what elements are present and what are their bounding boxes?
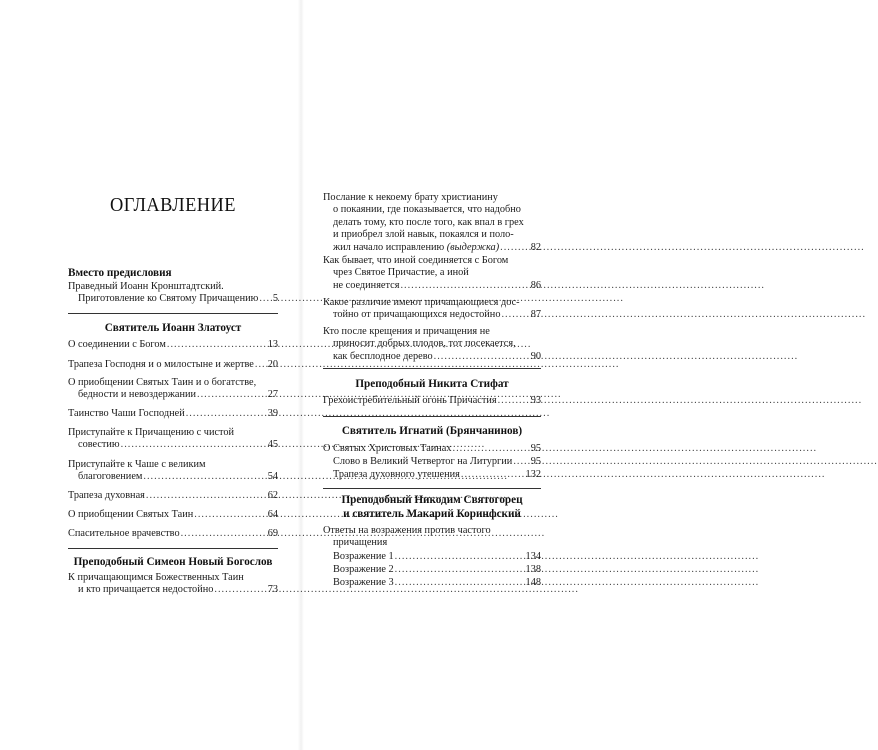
- entry-text: Ответы на возражения против частого: [323, 525, 491, 536]
- toc-entry[interactable]: [68, 572, 278, 597]
- entry-text: приносит добрых плодов, тот посекается,: [333, 338, 516, 350]
- page-number: 138: [525, 564, 541, 575]
- toc-entry-objection[interactable]: [323, 551, 541, 563]
- toc-entry[interactable]: [68, 339, 278, 351]
- page-number: 86: [530, 279, 541, 291]
- page-number: 134: [525, 551, 541, 562]
- toc-entry-objection[interactable]: [323, 577, 541, 589]
- entry-text: Трапеза Господня и о милостыне и жертве: [68, 359, 254, 370]
- book-gutter: [298, 0, 304, 750]
- leader-dots: [143, 471, 266, 483]
- page-number: 20: [267, 359, 278, 370]
- entry-text: причащения: [333, 537, 388, 549]
- leader-dots: [121, 439, 267, 451]
- entry-text: Слово в Великий Четвертог на Литургии: [333, 456, 513, 467]
- leader-dots: [194, 509, 266, 521]
- page-number: 62: [267, 490, 278, 501]
- entry-text: О приобщении Святых Таин и о богатстве,: [68, 377, 257, 388]
- section-divider: [323, 416, 541, 417]
- entry-text: и приобрел злой навык, покаялся и поло-: [333, 229, 514, 241]
- section-heading-preface: Вместо предисловия: [68, 267, 172, 279]
- entry-text: Кто после крещения и причащения не: [323, 326, 490, 337]
- entry-text: Приготовление ко Святому Причащению: [78, 293, 259, 305]
- page-number: 69: [267, 528, 278, 539]
- leader-dots: [513, 456, 529, 468]
- entry-text: благоговением: [78, 471, 143, 483]
- leader-dots: [214, 584, 266, 596]
- toc-entry[interactable]: [68, 408, 278, 420]
- toc-entry[interactable]: [68, 377, 278, 402]
- section-heading-symeon: Преподобный Симеон Новый Богослов: [73, 556, 273, 568]
- entry-text: Возражение 2: [333, 564, 394, 575]
- entry-text: совестию: [78, 439, 120, 451]
- section-divider: [68, 313, 278, 314]
- entry-text: как бесплодное дерево: [333, 350, 433, 362]
- page-number: 39: [267, 408, 278, 419]
- leader-dots: [400, 280, 529, 292]
- page-number: 132: [525, 469, 541, 480]
- toc-entry[interactable]: [323, 326, 541, 363]
- leader-dots: [181, 528, 267, 540]
- entry-text: Трапеза духовная: [68, 490, 145, 501]
- toc-entry[interactable]: [68, 359, 278, 371]
- page-number: 54: [267, 471, 278, 483]
- toc-entry[interactable]: [68, 528, 278, 540]
- leader-dots: [395, 577, 525, 589]
- entry-text: не соединяется: [333, 279, 400, 291]
- entry-text: Приступайте к Чаше с великим: [68, 459, 206, 470]
- entry-text: и кто причащается недостойно: [78, 584, 214, 596]
- section-divider: [68, 548, 278, 549]
- leader-dots: [461, 469, 525, 481]
- toc-entry[interactable]: [68, 490, 278, 502]
- leader-dots: [259, 293, 267, 305]
- section-heading-nicodemus-2: и святитель Макарий Коринфский: [343, 508, 521, 520]
- page-number: 13: [267, 339, 278, 350]
- page-number: 95: [530, 456, 541, 467]
- toc-entry-objection[interactable]: [323, 564, 541, 576]
- toc-title: ОГЛАВЛЕНИЕ: [109, 194, 237, 216]
- leader-dots: [146, 490, 267, 502]
- leader-dots: [500, 242, 530, 254]
- entry-text: о покаянии, где показывается, что надобно: [333, 204, 521, 216]
- page-number: 95: [530, 443, 541, 454]
- leader-dots: [255, 359, 267, 371]
- entry-text: Какое различие имеют причащающиеся дос-: [323, 297, 520, 308]
- entry-text: Приступайте к Причащению с чистой: [68, 427, 235, 438]
- toc-entry[interactable]: [323, 255, 541, 292]
- section-heading-nicodemus: Преподобный Никодим Святогорец: [341, 494, 523, 506]
- entry-text: тойно от причащающихся недостойно: [333, 309, 501, 321]
- page-number: 5: [272, 293, 278, 305]
- leader-dots: [453, 443, 530, 455]
- entry-text: О соединении с Богом: [68, 339, 166, 350]
- section-heading-chrysostom: Святитель Иоанн Златоуст: [104, 322, 242, 334]
- section-heading-stethatos: Преподобный Никита Стифат: [355, 378, 509, 390]
- entry-text: Трапеза духовного утешения: [333, 469, 460, 480]
- entry-text: Таинство Чаши Господней: [68, 408, 185, 419]
- entry-text: Спасительное врачевство: [68, 528, 180, 539]
- entry-text-italic: (выдержка): [446, 241, 500, 253]
- entry-text: Возражение 1: [333, 551, 394, 562]
- leader-dots: [395, 564, 525, 576]
- section-divider: [323, 488, 541, 489]
- entry-text: бедности и невоздержании: [78, 389, 197, 401]
- page-number: 93: [530, 395, 541, 406]
- page-number: 45: [267, 439, 278, 451]
- entry-text: делать тому, кто после того, как впал в грех: [333, 216, 524, 228]
- leader-dots: [498, 395, 530, 407]
- entry-text: чрез Святое Причастие, а иной: [333, 267, 469, 279]
- section-heading-ignatius: Святитель Игнатий (Брянчанинов): [341, 425, 523, 437]
- entry-text: К причащающимся Божественных Таин: [68, 572, 244, 583]
- toc-entry[interactable]: [323, 443, 541, 455]
- toc-entry[interactable]: [323, 469, 541, 481]
- leader-dots: [167, 339, 267, 351]
- section-divider: [323, 368, 541, 369]
- entry-text: Грехоистребительный огонь Причастия: [323, 395, 497, 406]
- entry-text: О приобщении Святых Таин: [68, 509, 194, 520]
- leader-dots: [434, 351, 530, 363]
- leader-dots: [186, 408, 267, 420]
- page-number: 27: [267, 389, 278, 401]
- toc-entry-preface[interactable]: [68, 281, 278, 306]
- toc-entry[interactable]: [323, 456, 541, 468]
- toc-entry[interactable]: [323, 525, 541, 550]
- toc-entry[interactable]: [323, 395, 541, 407]
- entry-text: О Святых Христовых Таинах: [323, 443, 452, 454]
- toc-entry[interactable]: [68, 459, 278, 484]
- entry-text: Возражение 3: [333, 577, 394, 588]
- leader-dots: [197, 389, 267, 401]
- toc-entry[interactable]: [323, 297, 541, 322]
- page-number: 87: [530, 309, 541, 321]
- leader-dots: [395, 551, 525, 563]
- page-number: 82: [530, 241, 541, 253]
- leader-dots: [501, 309, 529, 321]
- toc-entry[interactable]: [323, 192, 541, 254]
- page-number: 148: [525, 577, 541, 588]
- page-number: 64: [267, 509, 278, 520]
- entry-text: жил начало исправлению: [333, 241, 445, 253]
- page-number: 90: [530, 350, 541, 362]
- entry-text: Как бывает, что иной соединяется с Богом: [323, 255, 509, 266]
- entry-text: Послание к некоему брату христианину: [323, 192, 498, 203]
- toc-entry[interactable]: [68, 509, 278, 521]
- toc-entry[interactable]: [68, 427, 278, 452]
- page-number: 73: [267, 584, 278, 596]
- entry-text: Праведный Иоанн Кронштадтский.: [68, 281, 224, 292]
